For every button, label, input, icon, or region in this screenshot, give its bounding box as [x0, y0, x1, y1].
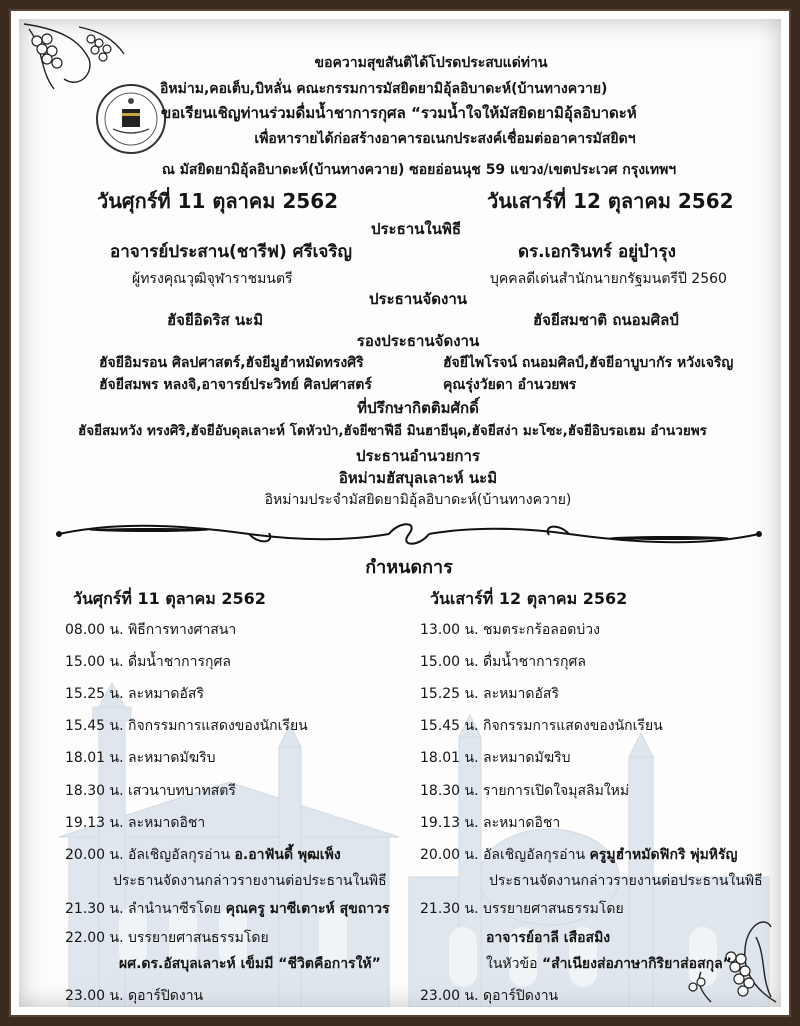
schedule-item — [420, 848, 737, 862]
purpose-line: เพื่อหารายได้ก่อสร้างอาคารอเนกประสงค์เชื่อมต่ออาคารมัสยิดฯ — [254, 131, 636, 147]
schedule-item-highlight: อาจารย์อาลี เสือสมิง — [486, 930, 611, 946]
schedule-item-highlight: คุณครู มาซีเตาะห์ สุขถาวร — [225, 901, 390, 917]
chair1-title: ผู้ทรงคุณวุฒิจุฬาราชมนตรี — [132, 271, 293, 287]
schedule-item-text: 20.00 น. อัลเชิญอัลกุรอ่าน — [65, 847, 235, 863]
schedule-item-highlight: “สำเนียงส่อภาษากิริยาส่อสกุล” — [541, 956, 732, 972]
schedule-item-text: 18.30 น. เสวนาบทบาทสตรี — [65, 783, 236, 799]
schedule-item-text: ประธานจัดงานกล่าวรายงานต่อประธานในพิธี — [489, 873, 763, 889]
poster-page — [19, 19, 781, 1007]
schedule-item-text: 23.00 น. ดุอาร์ปิดงาน — [420, 988, 559, 1004]
schedule-item-text: 15.00 น. ดื่มน้ำชาการกุศล — [65, 654, 231, 670]
schedule-item-highlight: อ.อาฟันดี้ พุฒเพ็ง — [234, 847, 341, 863]
schedule-item-text: 15.45 น. กิจกรรมการแสดงของนักเรียน — [420, 718, 663, 734]
chair2-title: บุคคลดีเด่นสำนักนายกรัฐมนตรีปี 2560 — [490, 271, 727, 287]
schedule-item — [65, 848, 341, 862]
scroll-flourish-divider-icon — [49, 517, 769, 551]
schedule-item-text: ประธานจัดงานกล่าวรายงานต่อประธานในพิธี — [113, 873, 387, 889]
mosque-seal-icon — [95, 83, 167, 155]
schedule-item — [65, 719, 308, 733]
vice-left-1: ฮัจยีอิมรอน ศิลปศาสตร์,ฮัจยีมูฮำหมัดทรงศิริ — [99, 355, 364, 371]
schedule-item-text: 19.13 น. ละหมาดอิชา — [420, 815, 561, 831]
schedule-item — [486, 931, 610, 945]
chair2-name: ดร.เอกรินทร์ อยู่บำรุง — [518, 242, 676, 262]
vice-label: รองประธานจัดงาน — [356, 332, 480, 350]
organizer2-name: ฮัจยีสมชาติ ถนอมศิลป์ — [533, 311, 679, 329]
schedule-item-highlight: ครูมูฮำหมัดฟิกริ พุ่มหิรัญ — [589, 847, 738, 863]
schedule-item-text: 22.00 น. บรรยายศาสนธรรมโดย — [65, 930, 269, 946]
day2-heading: วันเสาร์ที่ 12 ตุลาคม 2562 — [487, 189, 734, 213]
organizer1-name: ฮัจยีอิดริส นะมิ — [167, 311, 264, 329]
schedule-item — [420, 989, 558, 1003]
schedule-item-text: 15.45 น. กิจกรรมการแสดงของนักเรียน — [65, 718, 308, 734]
schedule-item-text: 15.25 น. ละหมาดอัสริ — [420, 686, 559, 702]
invitation-line: ขอเรียนเชิญท่านร่วมดื่มน้ำชาการกุศล “รวมน้ำใจให้มัสยิดยามิอุ้ลอิบาดะห์ — [161, 104, 637, 122]
schedule-item-text: 23.00 น. ดุอาร์ปิดงาน — [65, 988, 204, 1004]
schedule-item — [65, 623, 236, 637]
schedule-item — [420, 784, 629, 798]
schedule-title: กำหนดการ — [365, 557, 453, 578]
schedule-item — [65, 931, 269, 945]
schedule-item — [420, 655, 586, 669]
schedule-item-text: ในหัวข้อ — [486, 956, 542, 972]
schedule-item — [65, 655, 231, 669]
vice-left-2: ฮัจยีสมพร หลงจิ,อาจารย์ประวิทย์ ศิลปศาสตร์ — [99, 377, 372, 393]
schedule-item — [65, 989, 203, 1003]
schedule-item-text: 18.01 น. ละหมาดมัฆริบ — [420, 750, 571, 766]
schedule-item — [420, 687, 559, 701]
schedule-item-text: 21.30 น. บรรยายศาสนธรรมโดย — [420, 901, 624, 917]
schedule-item — [489, 874, 763, 888]
schedule-day2: วันเสาร์ที่ 12 ตุลาคม 2562 — [430, 589, 628, 608]
chair1-name: อาจารย์ประสาน(ชารีฟ) ศรีเจริญ — [110, 242, 352, 262]
schedule-item — [420, 816, 560, 830]
vice-right-2: คุณรุ่งวัยดา อำนวยพร — [443, 377, 577, 393]
schedule-item-text: 15.25 น. ละหมาดอัสริ — [65, 686, 204, 702]
schedule-item — [119, 957, 381, 971]
director-label: ประธานอำนวยการ — [356, 447, 480, 465]
schedule-item-text: 19.13 น. ละหมาดอิชา — [65, 815, 206, 831]
organizer-label: ประธานจัดงาน — [369, 290, 467, 308]
schedule-item — [420, 623, 600, 637]
schedule-item — [420, 751, 571, 765]
schedule-item — [65, 816, 205, 830]
vice-right-1: ฮัจยีไพโรจน์ ถนอมศิลป์,ฮัจยีอาบูบากัร หวังเจริญ — [443, 355, 734, 371]
schedule-item-highlight: ผศ.ดร.อัสบุลเลาะห์ เข็มมี “ชีวิตคือการให้” — [119, 956, 381, 972]
schedule-item-text: 18.01 น. ละหมาดมัฆริบ — [65, 750, 216, 766]
day1-heading: วันศุกร์ที่ 11 ตุลาคม 2562 — [97, 189, 339, 213]
schedule-item — [65, 784, 236, 798]
advisors-line: ฮัจยีสมหวัง ทรงศิริ,ฮัจยีอับดุลเลาะห์ โตหัวป่า,ฮัจยีซาฟีอี มินฮายีนุด,ฮัจยีสง่า มะโซะ,ฮัจยีอิบรอเฮม อำนวยพร — [78, 423, 707, 439]
schedule-item — [65, 687, 204, 701]
director-name: อิหม่ามฮัสบุลเลาะห์ นะมิ — [338, 469, 498, 487]
schedule-item-text: 15.00 น. ดื่มน้ำชาการกุศล — [420, 654, 586, 670]
schedule-item — [113, 874, 387, 888]
greeting-line: ขอความสุขสันติได้โปรดประสบแด่ท่าน — [314, 55, 548, 71]
schedule-item-text: 13.00 น. ชมตระกร้อลอดบ่วง — [420, 622, 600, 638]
schedule-item-text: 20.00 น. อัลเชิญอัลกุรอ่าน — [420, 847, 590, 863]
chair-label: ประธานในพิธี — [370, 220, 462, 238]
schedule-item — [420, 719, 663, 733]
schedule-day1: วันศุกร์ที่ 11 ตุลาคม 2562 — [73, 589, 266, 608]
venue-line: ณ มัสยิดยามิอุ้ลอิบาดะห์(บ้านทางควาย) ซอยอ่อนนุช 59 แขวง/เขตประเวศ กรุงเทพฯ — [161, 162, 677, 178]
schedule-item — [65, 751, 216, 765]
schedule-item-text: 21.30 น. ลำนำนาซีรโดย — [65, 901, 226, 917]
director-title: อิหม่ามประจำมัสยิดยามิอุ้ลอิบาดะห์(บ้านทางควาย) — [264, 492, 572, 508]
schedule-item — [486, 957, 732, 971]
grape-vine-ornament-icon — [671, 887, 781, 1007]
invitees-line: อิหม่าม,คอเต็บ,บิหลั่น คณะกรรมการมัสยิดยามิอุ้ลอิบาดะห์(บ้านทางควาย) — [160, 81, 608, 97]
schedule-item-text: 18.30 น. รายการเปิดใจมุสลิมใหม่ — [420, 783, 630, 799]
schedule-item — [420, 902, 624, 916]
schedule-item-text: 08.00 น. พิธีการทางศาสนา — [65, 622, 237, 638]
advisor-label: ที่ปรึกษากิตติมศักดิ์ — [357, 399, 479, 417]
schedule-item — [65, 902, 390, 916]
